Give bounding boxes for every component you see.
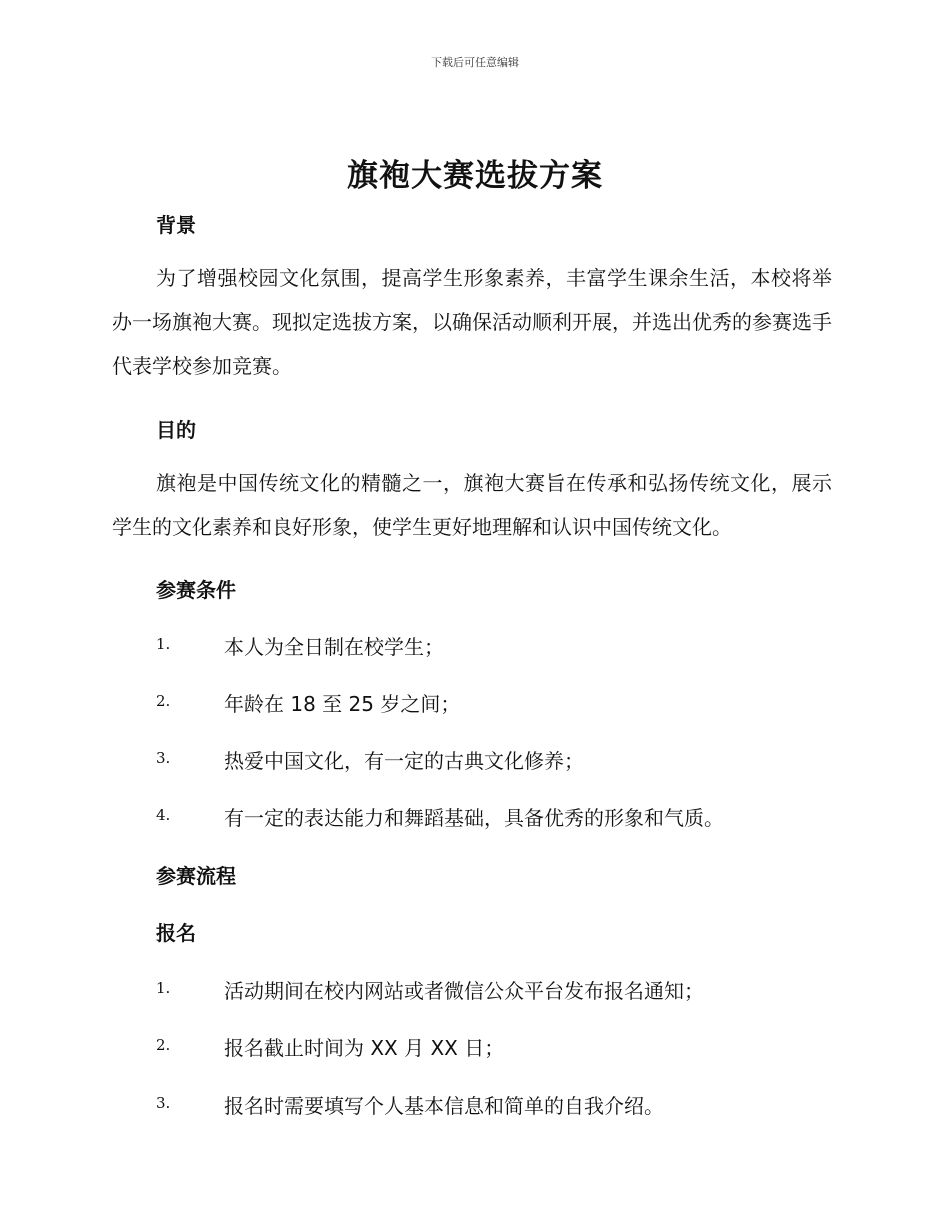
list-number: 1. <box>156 635 171 653</box>
list-item <box>156 975 836 1005</box>
list-text: 有一定的表达能力和舞蹈基础，具备优秀的形象和气质。 <box>224 806 724 830</box>
paragraph-background: 为了增强校园文化氛围，提高学生形象素养，丰富学生课余生活，本校将举办一场旗袍大赛。现拟定选拔方案，以确保活动顺利开展，并选出优秀的参赛选手代表学校参加竞赛。 <box>112 266 832 378</box>
list-number: 3. <box>156 1094 171 1112</box>
list-number: 2. <box>156 1036 171 1054</box>
list-text: 热爱中国文化，有一定的古典文化修养； <box>224 749 584 773</box>
section-heading-registration: 报名 <box>156 921 196 945</box>
list-text: 报名时需要填写个人基本信息和简单的自我介绍。 <box>224 1094 664 1118</box>
list-number: 4. <box>156 806 171 824</box>
paragraph-purpose: 旗袍是中国传统文化的精髓之一，旗袍大赛旨在传承和弘扬传统文化，展示学生的文化素养和良好形象，使学生更好地理解和认识中国传统文化。 <box>112 471 832 539</box>
list-item <box>156 688 836 718</box>
list-number: 2. <box>156 692 171 710</box>
list-item <box>156 745 836 775</box>
section-heading-conditions: 参赛条件 <box>156 578 236 602</box>
document-title: 旗袍大赛选拔方案 <box>347 158 603 194</box>
list-item <box>156 631 836 661</box>
list-item <box>156 1032 836 1062</box>
list-text: 活动期间在校内网站或者微信公众平台发布报名通知； <box>224 979 704 1003</box>
list-number: 1. <box>156 979 171 997</box>
list-text: 年龄在 18 至 25 岁之间； <box>224 692 461 716</box>
list-item <box>156 802 836 832</box>
section-heading-process: 参赛流程 <box>156 864 236 888</box>
list-text: 报名截止时间为 XX 月 XX 日； <box>224 1036 505 1060</box>
list-text: 本人为全日制在校学生； <box>224 635 444 659</box>
header-note: 下载后可任意编辑 <box>431 56 519 69</box>
section-heading-purpose: 目的 <box>156 418 196 442</box>
section-heading-background: 背景 <box>156 213 196 237</box>
list-number: 3. <box>156 749 171 767</box>
list-item <box>156 1090 836 1120</box>
